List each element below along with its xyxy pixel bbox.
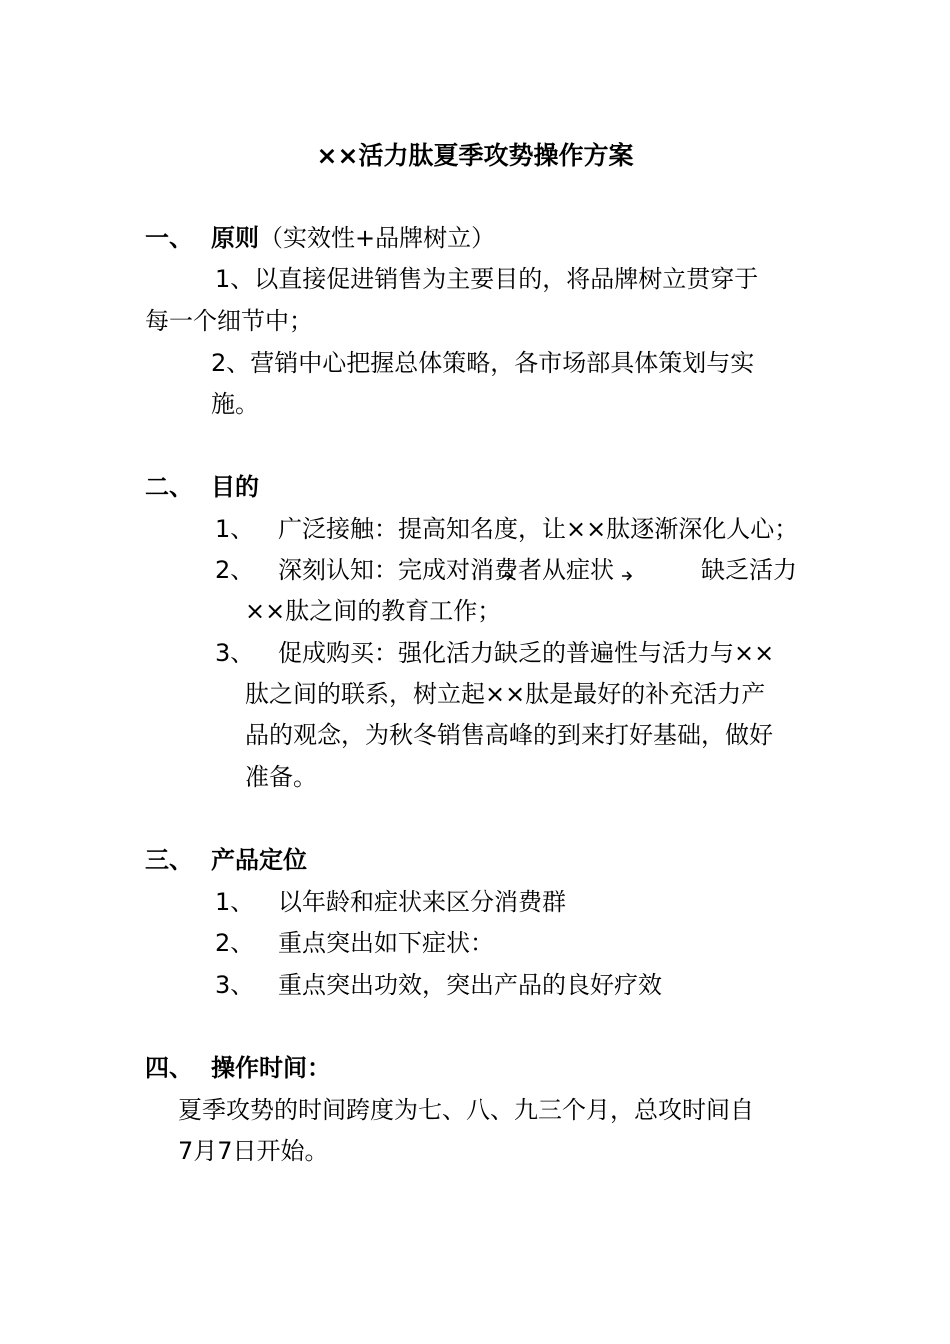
section-3-item-2: 重点突出如下症状： <box>278 929 494 957</box>
section-1-heading-paren: （实效性+品牌树立） <box>259 224 496 252</box>
section-1-paragraph-1-line-2: 每一个细节中； <box>145 307 313 335</box>
section-3-item-3: 重点突出功效，突出产品的良好疗效 <box>278 971 662 999</box>
section-2-number: 二、 <box>145 473 193 501</box>
section-2-item-3-number: 3、 <box>215 639 255 667</box>
arrow-right-icon <box>620 569 634 583</box>
section-4-paragraph-line-2: 7月7日开始。 <box>178 1137 329 1165</box>
section-3-heading: 产品定位 <box>211 846 307 874</box>
section-1-heading-text: 原则 <box>211 224 259 252</box>
section-1-heading <box>211 226 495 250</box>
section-2-item-2-line-2: ××肽之间的教育工作； <box>245 597 502 625</box>
arrow-right-icon <box>500 569 514 583</box>
section-1-paragraph-2-line-2: 施。 <box>211 390 259 418</box>
section-2-item-1-number: 1、 <box>215 515 255 543</box>
section-3-item-3-number: 3、 <box>215 971 255 999</box>
section-3-item-1: 以年龄和症状来区分消费群 <box>278 888 566 916</box>
section-2-item-2-number: 2、 <box>215 556 255 584</box>
section-2-item-3-line-1: 促成购买：强化活力缺乏的普遍性与活力与×× <box>278 639 775 667</box>
section-4-paragraph-line-1: 夏季攻势的时间跨度为七、八、九三个月，总攻时间自 <box>178 1096 754 1124</box>
section-2-item-3-line-2: 肽之间的联系，树立起××肽是最好的补充活力产 <box>245 680 766 708</box>
section-1-number: 一、 <box>145 224 193 252</box>
section-2-item-1-line-1: 广泛接触：提高知名度，让××肽逐渐深化人心； <box>278 515 799 543</box>
section-3-item-2-number: 2、 <box>215 929 255 957</box>
section-2-item-3-line-4: 准备。 <box>245 763 317 791</box>
section-4-number: 四、 <box>145 1054 193 1082</box>
section-2-item-3-line-3: 品的观念，为秋冬销售高峰的到来打好基础，做好 <box>245 721 773 749</box>
section-2-item-2-line-1b: 缺乏活力 <box>701 556 797 584</box>
section-3-number: 三、 <box>145 846 193 874</box>
section-2-heading: 目的 <box>211 473 259 501</box>
section-3-item-1-number: 1、 <box>215 888 255 916</box>
document-title: ××活力肽夏季攻势操作方案 <box>316 141 634 170</box>
section-2-item-2-line-1a: 深刻认知：完成对消费者从症状 <box>278 556 614 584</box>
section-4-heading: 操作时间： <box>211 1054 331 1082</box>
section-1-paragraph-2-line-1: 2、营销中心把握总体策略，各市场部具体策划与实 <box>211 349 755 377</box>
section-1-paragraph-1-line-1: 1、以直接促进销售为主要目的，将品牌树立贯穿于 <box>215 265 759 293</box>
